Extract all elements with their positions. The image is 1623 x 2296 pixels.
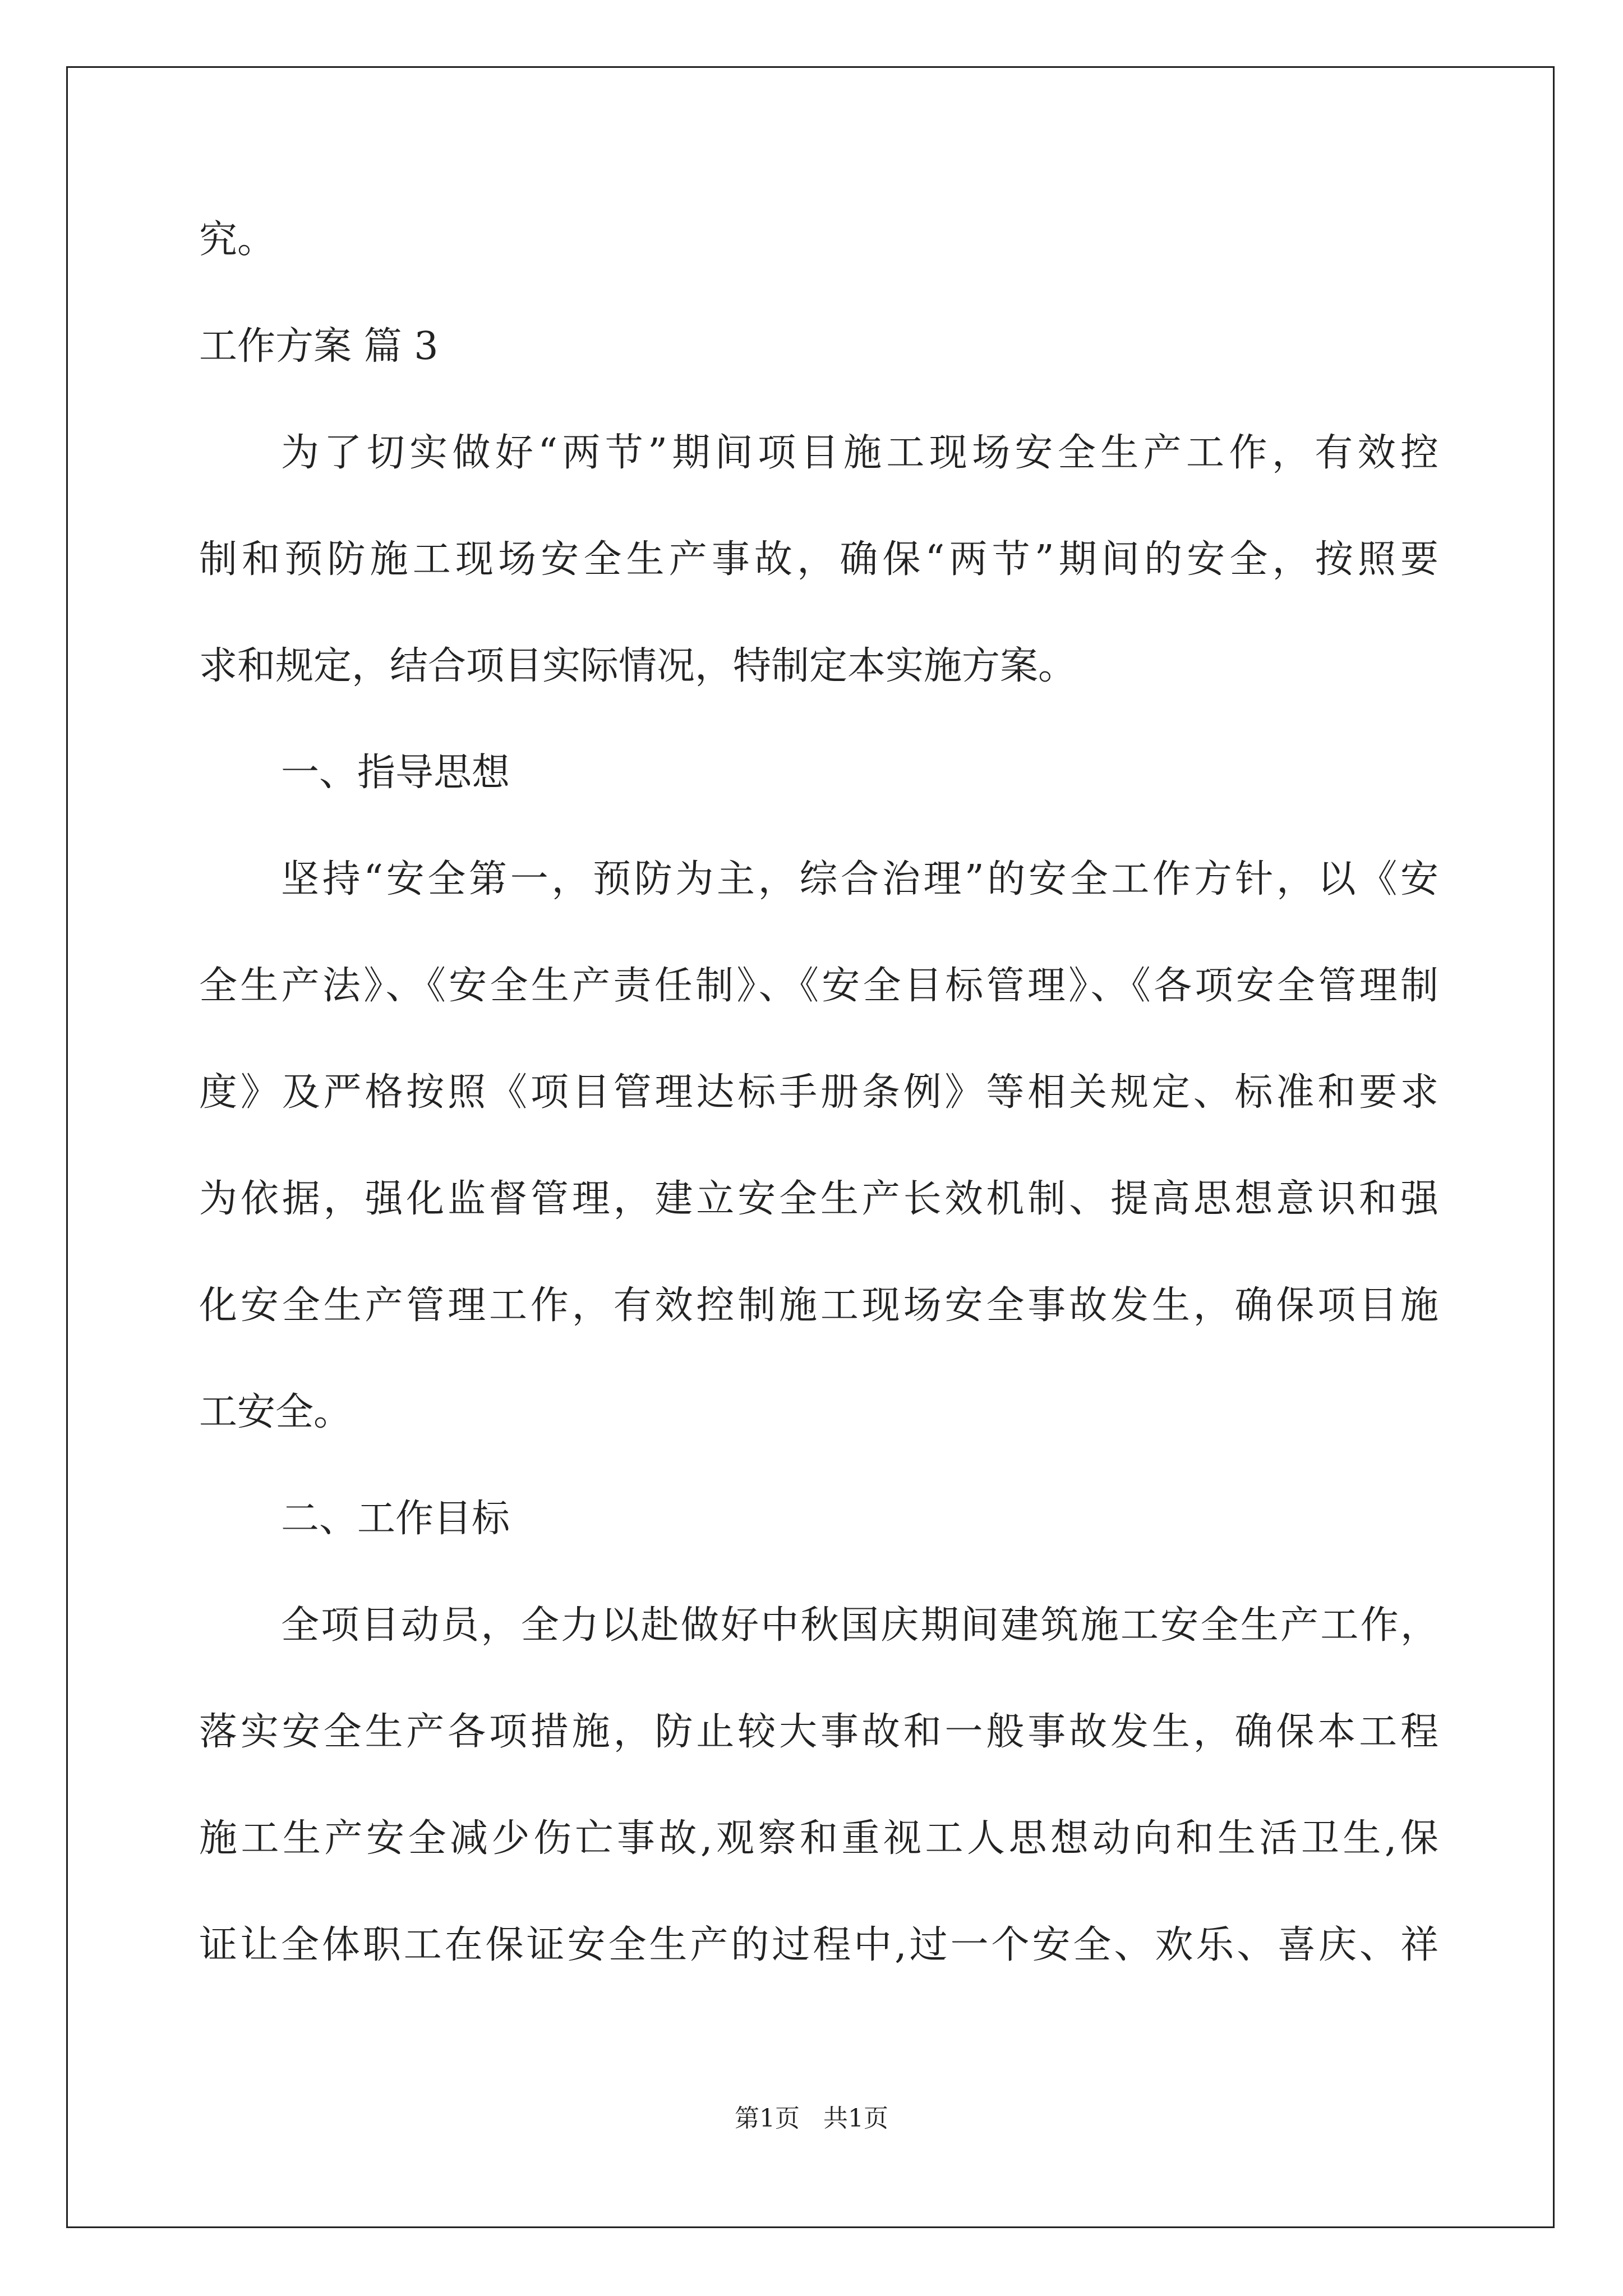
text-line: 为依据，强化监督管理，建立安全生产长效机制、提高思想意识和强: [199, 1177, 1438, 1221]
text-line: 化安全生产管理工作，有效控制施工现场安全事故发生，确保项目施: [199, 1283, 1438, 1328]
subsection-heading: 一、指导思想: [281, 751, 510, 795]
text-line: 制和预防施工现场安全生产事故，确保“两节”期间的安全，按照要: [199, 537, 1438, 582]
section-heading: 工作方案 篇 3: [199, 324, 439, 369]
text-line: 为了切实做好“两节”期间项目施工现场安全生产工作，有效控: [281, 431, 1438, 475]
text-line: 坚持“安全第一，预防为主，综合治理”的安全工作方针，以《安: [281, 857, 1438, 901]
text-line: 究。: [199, 218, 276, 262]
text-line: 工安全。: [199, 1390, 352, 1434]
text-line: 施工生产安全减少伤亡事故,观察和重视工人思想动向和生活卫生,保: [199, 1816, 1438, 1861]
text-line: 落实安全生产各项措施，防止较大事故和一般事故发生，确保本工程: [199, 1710, 1438, 1754]
text-line: 证让全体职工在保证安全生产的过程中,过一个安全、欢乐、喜庆、祥: [199, 1923, 1438, 1967]
subsection-heading: 二、工作目标: [281, 1497, 510, 1541]
text-line: 求和规定，结合项目实际情况，特制定本实施方案。: [199, 644, 1077, 688]
text-line: 全项目动员，全力以赴做好中秋国庆期间建筑施工安全生产工作，: [281, 1603, 1438, 1648]
page-border: [66, 66, 1555, 2228]
page-footer: 第1页 共1页: [735, 2104, 888, 2133]
text-line: 度》及严格按照《项目管理达标手册条例》等相关规定、标准和要求: [199, 1070, 1438, 1115]
text-line: 全生产法》、《安全生产责任制》、《安全目标管理》、《各项安全管理制: [199, 964, 1438, 1008]
